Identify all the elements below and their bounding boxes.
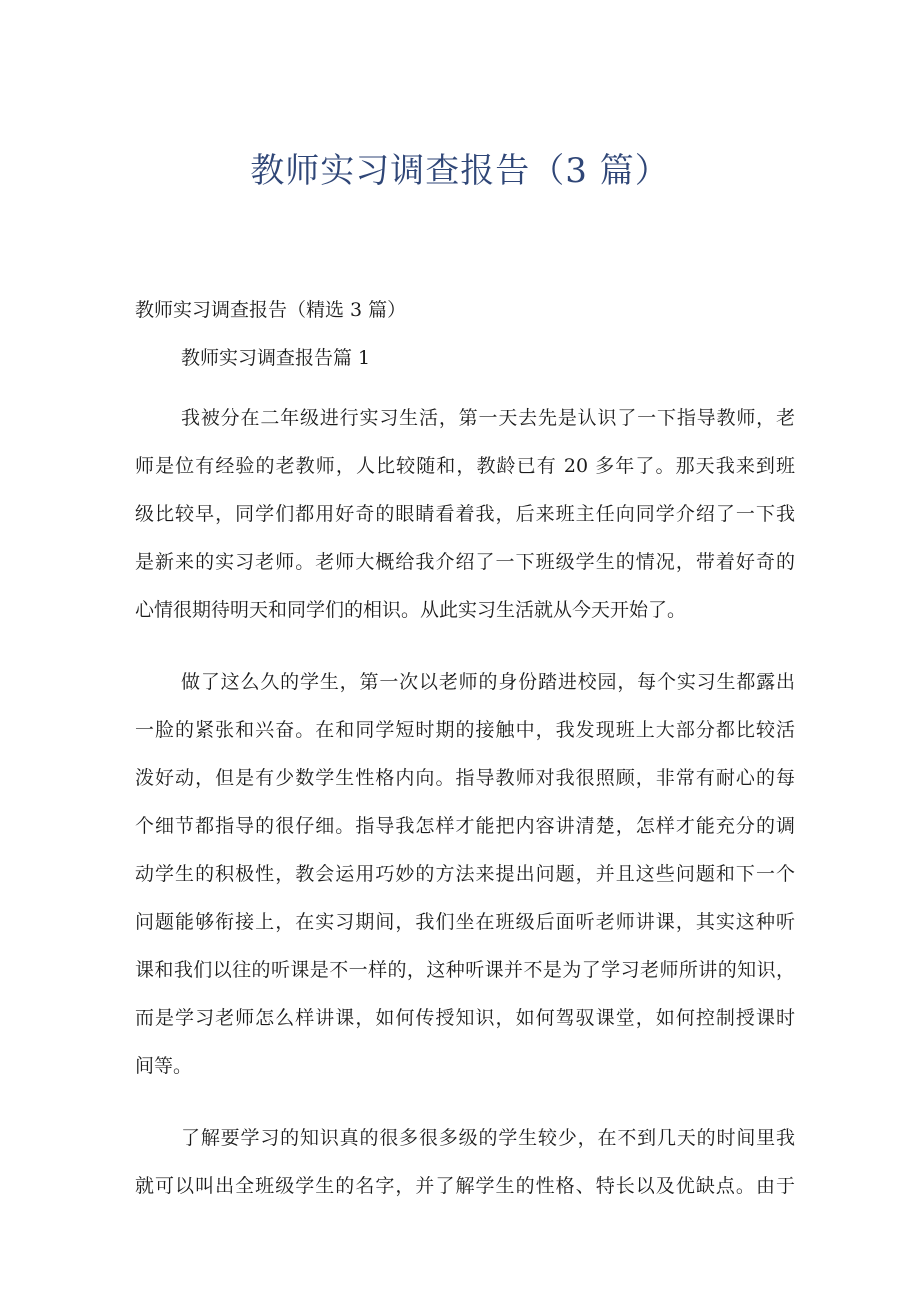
paragraph-line: 是新来的实习老师。老师大概给我介绍了一下班级学生的情况，带着好奇的 bbox=[135, 551, 795, 573]
paragraph-line: 问题能够衔接上，在实习期间，我们坐在班级后面听老师讲课，其实这种听 bbox=[135, 911, 795, 933]
document-subtitle: 教师实习调查报告（精选 3 篇） bbox=[135, 299, 407, 321]
paragraph-line: 间等。 bbox=[135, 1055, 193, 1077]
document-title: 教师实习调查报告（3 篇） bbox=[250, 151, 670, 191]
paragraph-line: 就可以叫出全班级学生的名字，并了解学生的性格、特长以及优缺点。由于 bbox=[135, 1175, 795, 1197]
paragraph-line: 个细节都指导的很仔细。指导我怎样才能把内容讲清楚，怎样才能充分的调 bbox=[135, 815, 795, 837]
paragraph-line: 动学生的积极性，教会运用巧妙的方法来提出问题，并且这些问题和下一个 bbox=[135, 863, 795, 885]
document-body bbox=[135, 298, 795, 1234]
paragraph-line: 课和我们以往的听课是不一样的，这种听课并不是为了学习老师所讲的知识， bbox=[135, 959, 795, 981]
section-heading: 教师实习调查报告篇 1 bbox=[181, 347, 371, 369]
paragraph-line: 一脸的紧张和兴奋。在和同学短时期的接触中，我发现班上大部分都比较活 bbox=[135, 719, 795, 741]
paragraph-line: 我被分在二年级进行实习生活，第一天去先是认识了一下指导教师，老 bbox=[181, 407, 795, 429]
paragraph-line: 心情很期待明天和同学们的相识。从此实习生活就从今天开始了。 bbox=[135, 599, 687, 621]
paragraph-line: 而是学习老师怎么样讲课，如何传授知识，如何驾驭课堂，如何控制授课时 bbox=[135, 1007, 795, 1029]
paragraph-line: 泼好动，但是有少数学生性格内向。指导教师对我很照顾，非常有耐心的每 bbox=[135, 767, 795, 789]
paragraph-line: 了解要学习的知识真的很多很多级的学生较少，在不到几天的时间里我 bbox=[181, 1127, 795, 1149]
paragraph-line: 师是位有经验的老教师，人比较随和，教龄已有 20 多年了。那天我来到班 bbox=[135, 455, 795, 477]
paragraph-3 bbox=[135, 1114, 795, 1210]
paragraph-1 bbox=[135, 394, 795, 634]
paragraph-line: 做了这么久的学生，第一次以老师的身份踏进校园，每个实习生都露出 bbox=[181, 671, 795, 693]
paragraph-line: 级比较早，同学们都用好奇的眼睛看着我，后来班主任向同学介绍了一下我 bbox=[135, 503, 795, 525]
paragraph-2 bbox=[135, 658, 795, 1090]
